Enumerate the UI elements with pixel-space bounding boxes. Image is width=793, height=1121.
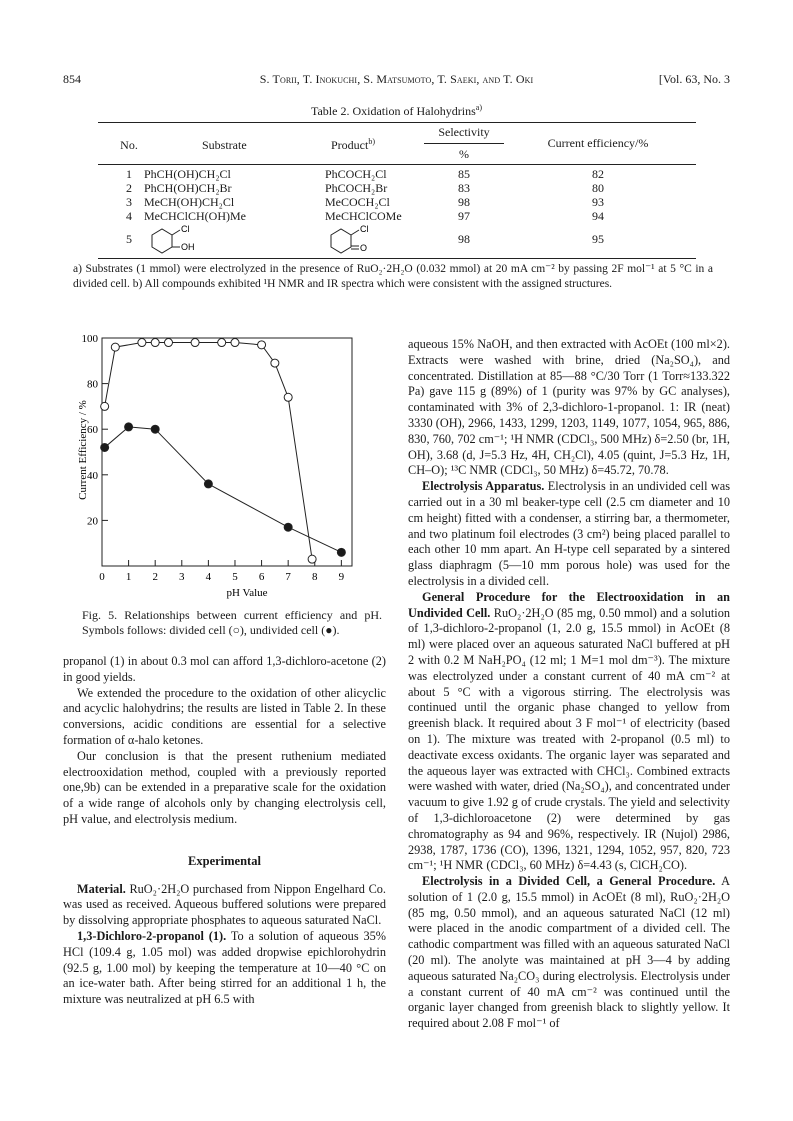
open-data-point [284,393,292,401]
x-tick-label: 5 [232,571,238,583]
paragraph: We extended the procedure to the oxidation of other alicyclic and acyclic halohydrins; the results are listed in Table 2. In these conversions, acidic conditions are essential for a selective formation of α-halo ketones. [63,685,386,747]
open-data-point [308,555,316,563]
running-head [63,72,730,88]
journal-page: 854 S. Torii, T. Inokuchi, S. Matsumoto, T. Saeki, and T. Oki [Vol. 63, No. 3 Table 2. Oxidation of Halohydrins$^{a)}$ No. Substrate Product$^{b)}$ Selectivity % Current efficiency/% 1 PhCH(OH)CH₂Cl PhCOCH₂Cl 85 82 2 PhCH(OH)CH₂Br PhCOCH₂Br 83 80 3 MeCH(OH)CH₂Cl MeCOCH₂Cl 98 93 4 MeCHClCH(OH)Me MeCHClCOMe 97 94 5 Cl OH Cl O 98 95 a) Substrates (1 mmol) were electrolyzed in the presence of RuO₂·2H₂O (0.032 mmol) at 20 mA cm⁻² by passing 2F mol⁻¹ at 5 °C in a divided cell. b) All compounds exhibited ¹H NMR and IR spectra which were consistent with the assigned structures. 0 1 2 3 4 5 6 7 8 9 20 40 60 80 100 pH Value Current Efficiency / % Fig. 5. Relationships between current efficiency and pH. Symbols follows: divided cell (○), undivided cell (●). propanol (1) in about 0.3 mol can afford 1,3-dichloro-acetone (2) in good yields. We extended the procedure to the oxidation of other alicyclic and acyclic halohydrins; the results are listed in Table 2. In these conversions, acidic conditions are essential for a selective formation of α-halo ketones. Our conclusion is that the present ruthenium mediated electrooxidation method, coupled with a previously reported one,9b) can be extended in a preparative scale for the oxidation of a wide range of alcohols only by changing electrolysis cell, pH value, and electrolysis medium. Experimental Material. RuO₂·2H₂O purchased from Nippon Engelhard Co. was used as received. Aqueous buffered solutions were prepared by dissolving appropriate phosphates to aqueous saturated NaCl. 1,3-Dichloro-2-propanol (1). To a solution of aqueous 35% HCl (109.4 g, 1.05 mol) was added dropwise epichlorohydrin (92.5 g, 1.00 mol) by keeping the temperature at 10—40 °C on an ice-water bath. After being stirred for an additional 1 h, the mixture was neutralized at pH 6.5 with aqueous 15% NaOH, and then extracted with AcOEt (100 ml×2). Extracts were washed with brine, dried (Na₂SO₄), and concentrated. Distillation at 85—88 °C/30 Torr (1 Torr≈133.322 Pa) gave 115 g (89%) of 1 (purity was 97% by GC analyses), contaminated with 3% of 2,3-dichloro-1-propanol. 1: IR (neat) 3330 (OH), 2966, 1433, 1299, 1203, 1149, 1077, 1054, 965, 886, 830, 760, 702 cm⁻¹; ¹H NMR (CDCl₃, 500 MHz) δ=2.50 (br, 1H, OH), 3.68 (d, J=5.3 Hz, 4H, CH₂Cl), 4.05 (quint, J=5.3 Hz, 1H, CH–O); ¹³C NMR (CDCl₃, 50 MHz) δ=45.72, 70.78. Electrolysis Apparatus. Electrolysis in an undivided cell was carried out in a 30 ml beaker-type cell (2.5 cm diameter and 10 cm height) fitted with a condenser, a stirring bar, a thermometer, and two platinum foil electrodes (3 cm²) being placed parallel to each other 10 mm apart. An H-type cell separated by a sintered glass diaphragm (5—10 mm porous hole) was used for the electrolysis in a divided cell. General Procedure for the Electrooxidation in an Undivided Cell. RuO₂·2H₂O (85 mg, 0.50 mmol) and a solution of 1,3-dichloro-2-propanol (1, 2.0 g, 15.5 mmol) in AcOEt (8 ml) were placed over an aqueous saturated NaCl buffered at pH 2 with 0.2 M NaH₂PO₄ (12 ml; 1 M=1 mol dm⁻³). The mixture was electrolyzed under a constant current of 40 mA cm⁻² at about 5 °C with a vigorous stirring. The electrolysis was continued until the organic phase changed to yellow from greenish black. It required about 3 F mol⁻¹ of electricity (based on 1). The mixture was treated with 2-propanol (0.5 ml) to deactivate excess oxidants. The organic layer was separated and the aqueous layer was extracted with CHCl₃. Combined extracts were washed with water, dried (Na₂SO₄), and concentrated under vacuum to give 1.92 g of crude crystals. The yield and selectivity of 1,3-dichloroacetone (2) were determined by gas chromatography as 94 and 96%, respectively. IR (Nujol) 2986, 2938, 1787, 1736 (CO), 1396, 1321, 1294, 1052, 957, 820, 723 cm⁻¹; ¹H NMR (CDCl₃, 60 MHz) δ=4.43 (s, ClCH₂CO). Electrolysis in a Divided Cell, a General Procedure. A solution of 1 (2.0 g, 15.5 mmol) in AcOEt (8 ml), RuO₂·2H₂O (85 mg, 0.50 mmol), and an aqueous saturated NaCl (12 ml) were placed in the anodic compartment of a divided cell. The cathodic compartment was filled with an aqueous saturated NaCl (20 ml). The anolyte was maintained at pH 3—4 by adding aqueous saturated Na₂CO₃ during electrolysis. Electrolysis under a constant current of 40 mA cm⁻² was continued until the organic layer changed from greenish black to slightly yellow. It required about 2.08 F mol⁻¹ of [63,72,730,1031]
x-tick-label: 8 [312,571,318,583]
header-selectivity: Selectivity [438,125,490,139]
oh-label: OH [181,242,195,252]
page-number: 854 [63,72,81,86]
figure-5-caption: Fig. 5. Relationships between current efficiency and pH. Symbols follows: divided cell (○), undivided cell (●). [82,608,382,637]
open-data-point [271,359,279,367]
paragraph: propanol (1) in about 0.3 mol can afford 1,3-dichloro-acetone (2) in good yields. [63,654,386,684]
x-tick-label: 3 [179,571,185,583]
paragraph-dichloropropanol: 1,3-Dichloro-2-propanol (1). To a solution of aqueous 35% HCl (109.4 g, 1.05 mol) was added dropwise epichlorohydrin (92.5 g, 1.00 mol) by keeping the temperature at 10—40 °C on an ice-water bath. After being stirred for an additional 1 h, the mixture was neutralized at pH 6.5 with [63,928,386,1007]
x-tick-label: 9 [338,571,345,583]
table-top-rule [98,122,696,123]
open-data-point [231,339,239,347]
open-data-point [218,339,226,347]
paragraph-divided: Electrolysis in a Divided Cell, a General Procedure. A solution of 1 (2.0 g, 15.5 mmol) in AcOEt (8 ml), RuO₂·2H₂O (85 mg, 0.50 mmol), and an aqueous saturated NaCl (12 ml) were placed in the anodic compartment of a divided cell. The cathodic compartment was filled with an aqueous saturated NaCl (20 ml). The anolyte was maintained at pH 3—4 by adding aqueous saturated Na₂CO₃ during electrolysis. Electrolysis under a constant current of 40 mA cm⁻² was continued until the organic layer changed from greenish black to slightly yellow. It required about 2.08 F mol⁻¹ of [408,874,730,1031]
o-label: O [360,243,368,253]
y-tick-label: 40 [87,469,98,482]
x-tick-label: 1 [125,571,132,583]
filled-data-point [337,548,345,556]
series-line-1 [105,343,312,560]
x-axis-label: pH Value [226,587,268,599]
filled-data-point [204,480,212,488]
header-selectivity-unit: % [459,147,469,161]
left-column [63,654,386,1008]
paragraph-material: Material. RuO₂·2H₂O purchased from Nippon Engelhard Co. was used as received. Aqueous buffered solutions were prepared by dissolving appropriate phosphates to aqueous saturated NaCl. [63,881,386,928]
header-product: Product$^{b)}$ [331,137,376,152]
table-2-caption: Table 2. Oxidation of Halohydrins$^{a)}$ [310,103,482,118]
x-tick-label: 0 [99,571,105,583]
chlorocyclohexanol-structure [144,221,214,259]
filled-data-point [101,443,109,451]
open-data-point [101,402,109,410]
chlorocyclohexanone-structure [325,221,395,259]
open-data-point [138,339,146,347]
right-column [408,337,730,1032]
figure-5-chart [77,330,372,600]
series-line-2 [105,427,342,552]
table-bottom-rule [98,258,696,259]
selectivity-rule [424,143,504,144]
chart-svg [77,330,372,600]
y-tick-label: 60 [87,424,98,437]
table-2-footnote: a) Substrates (1 mmol) were electrolyzed in the presence of RuO₂·2H₂O (0.032 mmol) at 20 mA cm⁻² by passing 2F mol⁻¹ at 5 °C in a divided cell. b) All compounds exhibited ¹H NMR and IR spectra which were consistent with the assigned structures. [73,263,713,290]
series-lines [105,343,342,560]
paragraph-undivided: General Procedure for the Electrooxidation in an Undivided Cell. RuO₂·2H₂O (85 mg, 0.50 mmol) and a solution of 1,3-dichloro-2-propanol (1, 2.0 g, 15.5 mmol) in AcOEt (8 ml) were placed over an aqueous saturated NaCl buffered at pH 2 with 0.2 M NaH₂PO₄ (12 ml; 1 M=1 mol dm⁻³). The mixture was electrolyzed under a constant current of 40 mA cm⁻² at about 5 °C with a vigorous stirring. The electrolysis was continued until the organic phase changed to yellow from greenish black. It required about 3 F mol⁻¹ of electricity (based on 1). The mixture was treated with 2-propanol (0.5 ml) to deactivate excess oxidants. The organic layer was separated and the aqueous layer was extracted with CHCl₃. Combined extracts were washed with water, dried (Na₂SO₄), and concentrated under vacuum to give 1.92 g of crude crystals. The yield and selectivity of 1,3-dichloroacetone (2) were determined by gas chromatography as 94 and 96%, respectively. IR (Nujol) 2986, 2938, 1787, 1736 (CO), 1396, 1321, 1294, 1052, 957, 820, 723 cm⁻¹; ¹H NMR (CDCl₃, 60 MHz) δ=4.43 (s, ClCH₂CO). [408,589,730,873]
filled-data-point [151,425,159,433]
running-head-volume: [Vol. 63, No. 3 [658,72,730,86]
cl-label: Cl [360,224,369,234]
y-tick-label: 20 [87,515,98,528]
header-substrate: Substrate [202,138,247,152]
x-tick-label: 2 [152,571,158,583]
paragraph-apparatus: Electrolysis Apparatus. Electrolysis in an undivided cell was carried out in a 30 ml beaker-type cell (2.5 cm diameter and 10 cm height) fitted with a condenser, a stirring bar, a thermometer, and two platinum foil electrodes (3 cm²) being placed parallel to each other 10 mm apart. An H-type cell separated by a sintered glass diaphragm (5—10 mm porous hole) was used for the electrolysis in a divided cell. [408,479,730,588]
filled-data-point [284,523,292,531]
running-head-authors: S. Torii, T. Inokuchi, S. Matsumoto, T. Saeki, and T. Oki [259,72,534,86]
x-axis [99,560,344,583]
y-axis-label: Current Efficiency / % [77,400,89,500]
section-title-experimental: Experimental [188,853,261,868]
paragraph: aqueous 15% NaOH, and then extracted with AcOEt (100 ml×2). Extracts were washed with brine, dried (Na₂SO₄), and concentrated. Distillation at 85—88 °C/30 Torr (1 Torr≈133.322 Pa) gave 115 g (89%) of 1 (purity was 97% by GC analyses), contaminated with 3% of 2,3-dichloro-1-propanol. 1: IR (neat) 3330 (OH), 2966, 1433, 1299, 1203, 1149, 1077, 1054, 965, 886, 830, 760, 702 cm⁻¹; ¹H NMR (CDCl₃, 500 MHz) δ=2.50 (br, 1H, OH), 3.68 (d, J=5.3 Hz, 4H, CH₂Cl), 4.05 (quint, J=5.3 Hz, 1H, CH–O); ¹³C NMR (CDCl₃, 50 MHz) δ=45.72, 70.78. [408,337,730,478]
filled-data-point [125,423,133,431]
open-data-point [191,339,199,347]
open-data-point [151,339,159,347]
paragraph: Our conclusion is that the present ruthenium mediated electrooxidation method, coupled with a previously reported one,9b) can be extended in a preparative scale for the oxidation of a wide range of alcohols only by changing electrolysis cell, pH value, and electrolysis medium. [63,748,386,826]
table-header-rule [98,164,696,165]
cl-label: Cl [181,224,190,234]
header-no: No. [120,138,138,152]
plot-frame [102,338,352,566]
open-data-point [258,341,266,349]
header-current-efficiency: Current efficiency/% [547,136,649,150]
series-points [101,339,346,564]
y-tick-label: 80 [87,378,98,391]
y-tick-label: 100 [81,333,98,345]
x-tick-label: 6 [258,571,265,583]
open-data-point [164,339,172,347]
open-data-point [111,343,119,351]
x-tick-label: 7 [285,571,291,583]
x-tick-label: 4 [205,571,212,583]
